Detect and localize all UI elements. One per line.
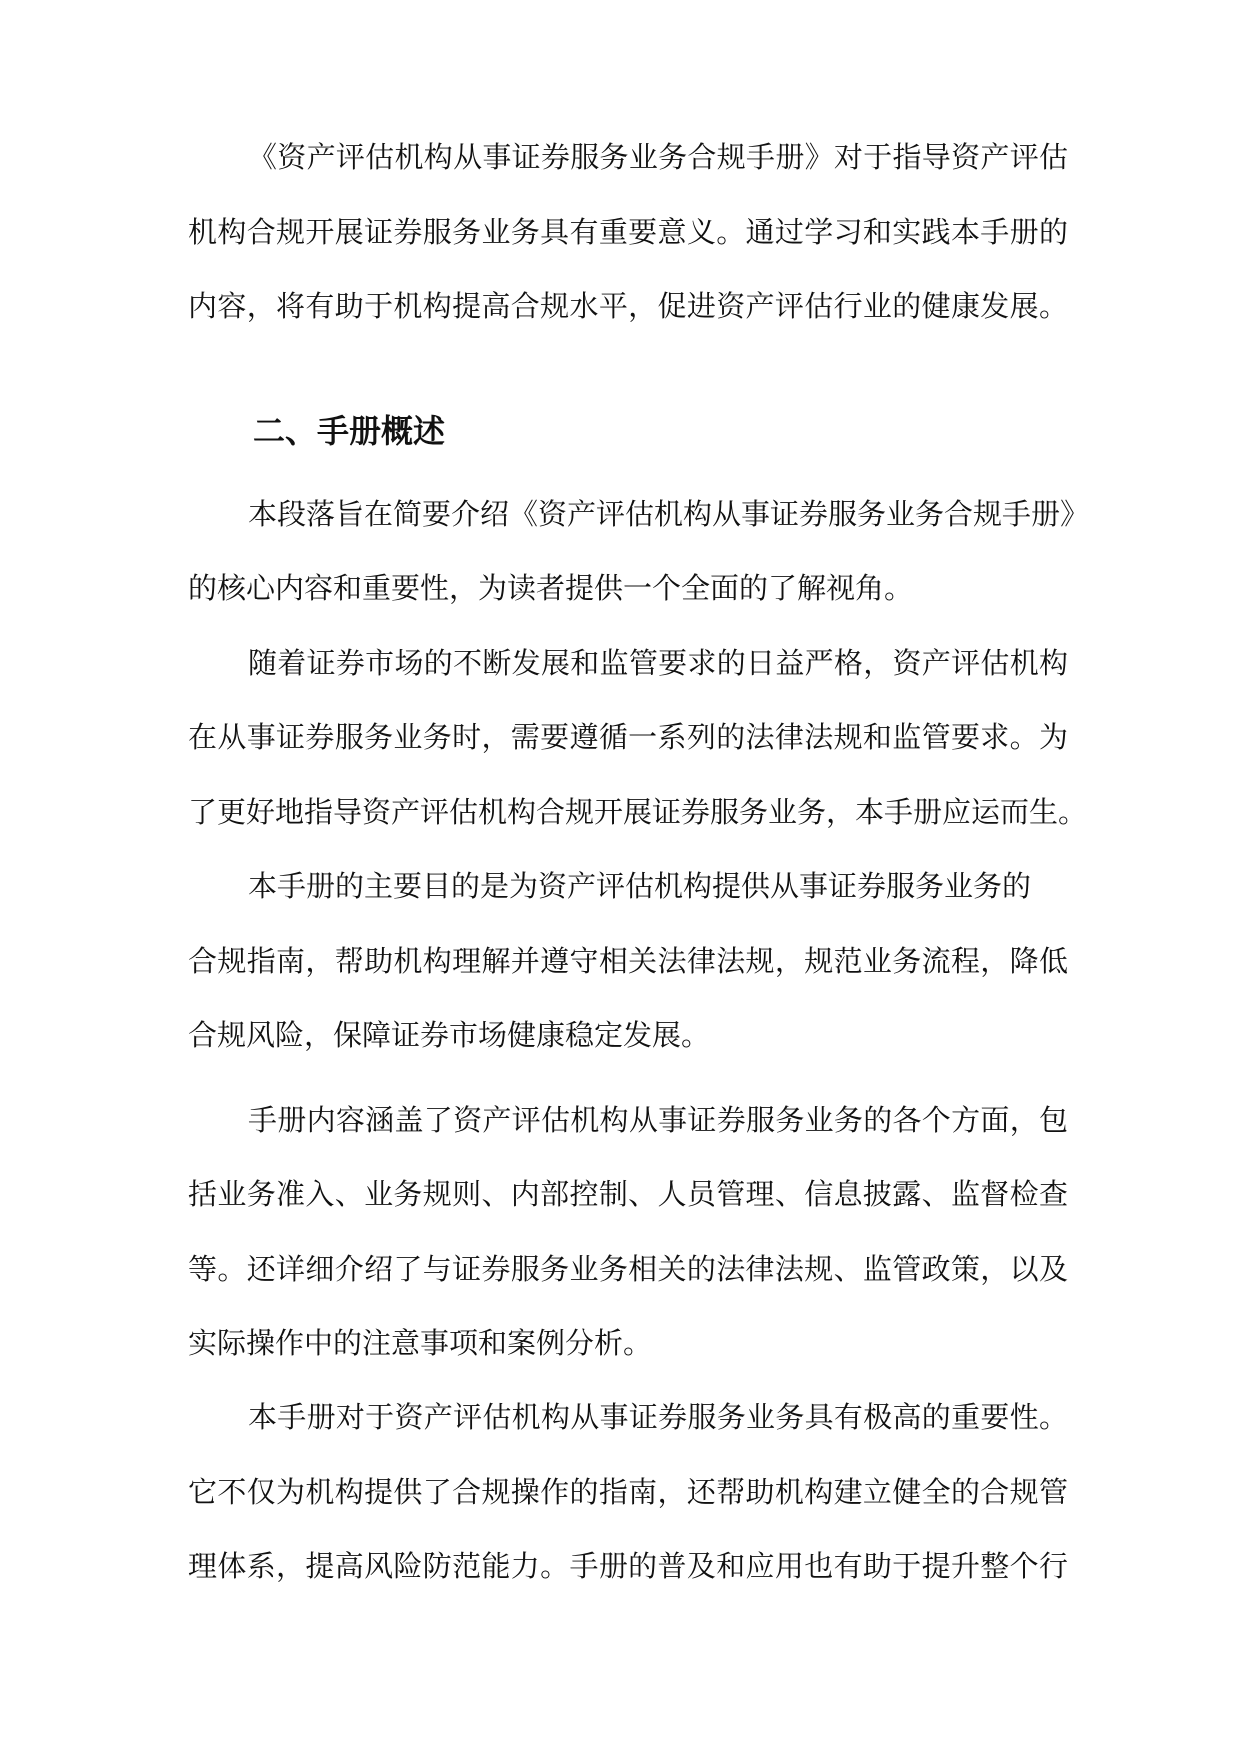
paragraph-line: 括业务准入、业务规则、内部控制、人员管理、信息披露、监督检查 <box>188 1177 1068 1211</box>
paragraph-line: 了更好地指导资产评估机构合规开展证券服务业务，本手册应运而生。 <box>188 795 1088 829</box>
paragraph-line: 机构合规开展证券服务业务具有重要意义。通过学习和实践本手册的 <box>188 215 1068 249</box>
paragraph-line: 手册内容涵盖了资产评估机构从事证券服务业务的各个方面，包 <box>248 1103 1068 1137</box>
section-heading: 二、手册概述 <box>253 412 446 450</box>
paragraph-line: 它不仅为机构提供了合规操作的指南，还帮助机构建立健全的合规管 <box>188 1475 1068 1509</box>
paragraph-line: 合规指南，帮助机构理解并遵守相关法律法规，规范业务流程，降低 <box>188 944 1068 978</box>
paragraph-line: 在从事证券服务业务时，需要遵循一系列的法律法规和监管要求。为 <box>188 720 1068 754</box>
paragraph-line: 合规风险，保障证券市场健康稳定发展。 <box>188 1018 711 1052</box>
paragraph-line: 本手册对于资产评估机构从事证券服务业务具有极高的重要性。 <box>248 1400 1068 1434</box>
paragraph-line: 随着证券市场的不断发展和监管要求的日益严格，资产评估机构 <box>248 646 1068 680</box>
paragraph-line: 本段落旨在简要介绍《资产评估机构从事证券服务业务合规手册》 <box>248 497 1090 531</box>
paragraph-line: 实际操作中的注意事项和案例分析。 <box>188 1326 653 1360</box>
paragraph-line: 《资产评估机构从事证券服务业务合规手册》对于指导资产评估 <box>248 140 1068 174</box>
paragraph-line: 本手册的主要目的是为资产评估机构提供从事证券服务业务的 <box>248 869 1032 903</box>
paragraph-line: 内容，将有助于机构提高合规水平，促进资产评估行业的健康发展。 <box>188 289 1068 323</box>
paragraph-line: 的核心内容和重要性，为读者提供一个全面的了解视角。 <box>188 571 914 605</box>
paragraph-line: 理体系，提高风险防范能力。手册的普及和应用也有助于提升整个行 <box>188 1549 1068 1583</box>
paragraph-line: 等。还详细介绍了与证券服务业务相关的法律法规、监管政策，以及 <box>188 1252 1068 1286</box>
